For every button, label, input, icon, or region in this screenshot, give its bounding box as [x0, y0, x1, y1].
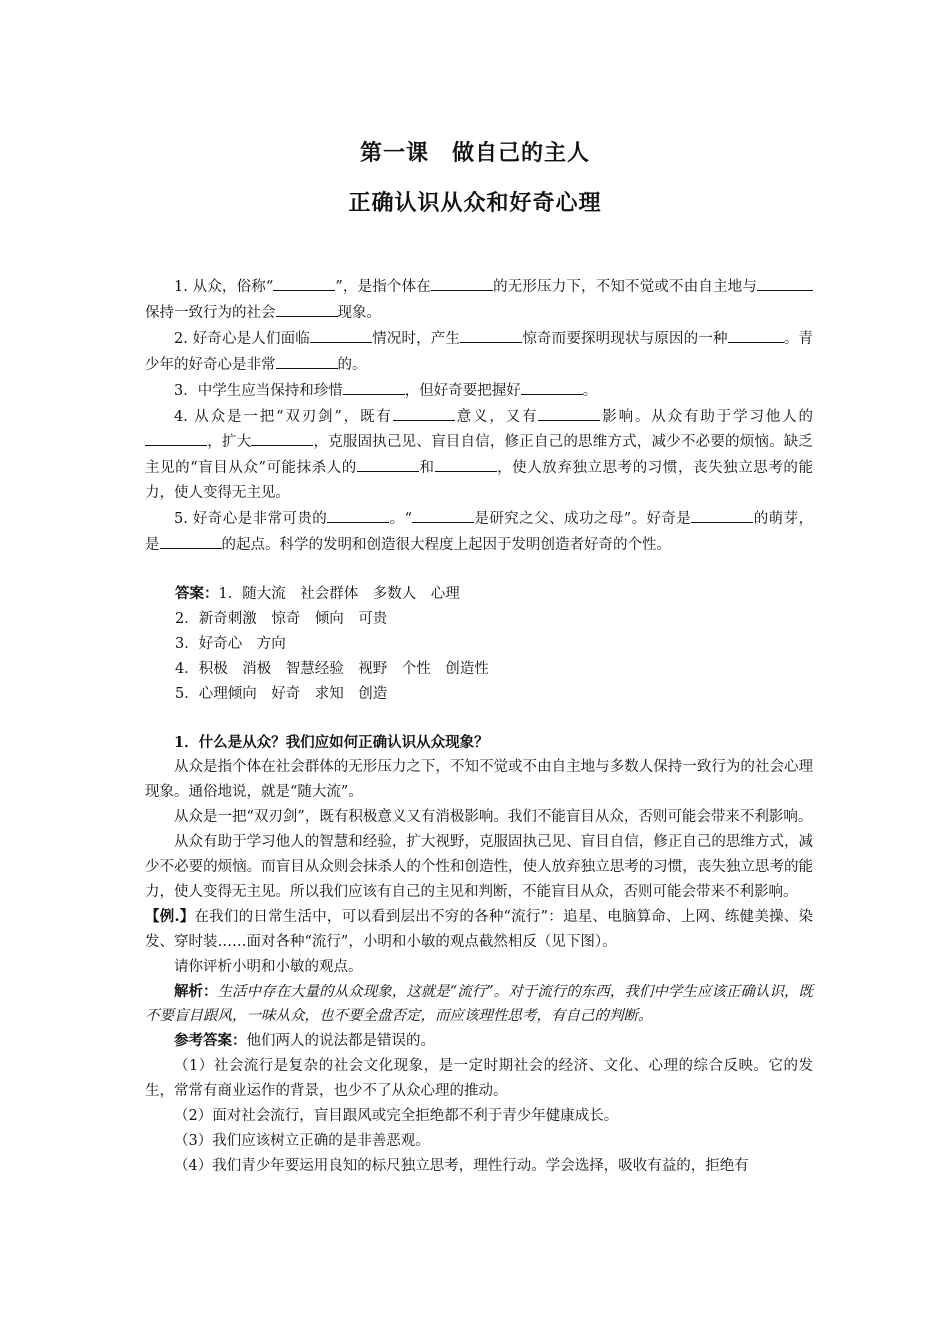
lesson-title: 第一课 做自己的主人	[359, 141, 590, 166]
section-question: 1．什么是从众？我们应如何正确认识从众现象？	[174, 733, 489, 751]
answer-blank[interactable]	[435, 455, 497, 472]
answer-blank[interactable]	[393, 404, 455, 421]
answers-line-3: 3．好奇心 方向	[175, 635, 286, 652]
document-body	[145, 274, 813, 1179]
reference-answer: 参考答案：他们两人的说法都是错误的。	[174, 1032, 435, 1050]
answer-blank[interactable]	[273, 274, 335, 291]
section-paragraph: 从众是一把“双刃剑”，既有积极意义又有消极影响。我们不能盲目从众，否则可能会带来不利影响。	[174, 809, 813, 826]
spacer	[145, 707, 813, 731]
answer-blank[interactable]	[251, 429, 313, 446]
answer-blank[interactable]	[160, 532, 222, 549]
blank-item-5: 5. 好奇心是非常可贵的 。“ 是研究之父、成功之母”。好奇是 的萌芽，是 的起点。科学的发明和创造很大程度上起因于发明创造者好奇的个性。	[145, 506, 813, 558]
example-prompt: 请你评析小明和小敏的观点。	[174, 958, 363, 975]
answer-blank[interactable]	[521, 378, 583, 395]
answer-point: （3）我们应该树立正确的是非善恶观。	[174, 1133, 430, 1149]
spacer	[145, 558, 813, 582]
blank-item-2: 2. 好奇心是人们面临 情况时，产生 惊奇而要探明现状与原因的一种 。青少年的好奇心是非常 的。	[145, 326, 813, 378]
answers-line-4: 4．积极 消极 智慧经验 视野 个性 创造性	[175, 660, 489, 677]
answer-blank[interactable]	[276, 300, 338, 317]
answer-blank[interactable]	[276, 352, 338, 369]
answer-blank[interactable]	[327, 506, 389, 523]
answer-blank[interactable]	[431, 274, 493, 291]
answers-line-2: 2．新奇刺激 惊奇 倾向 可贵	[175, 610, 388, 627]
answers-line-5: 5．心理倾向 好奇 求知 创造	[175, 685, 388, 702]
section-paragraph: 从众是指个体在社会群体的无形压力之下，不知不觉或不由自主地与多数人保持一致行为的社会心理现象。通俗地说，就是“随大流”。	[145, 759, 813, 801]
answer-blank[interactable]	[691, 506, 753, 523]
analysis-label: 解析：	[174, 982, 218, 1000]
answers-line-1: 答案：1．随大流 社会群体 多数人 心理	[175, 584, 460, 602]
section-paragraph: 从众有助于学习他人的智慧和经验，扩大视野，克服固执己见、盲目自信，修正自己的思维方式，减少不必要的烦恼。而盲目从众则会抹杀人的个性和创造性，使人放弃独立思考的习惯，丧失独立思考的能力，使人变得无主见。所以我们应该有自己的主见和判断，不能盲目从众，否则可能会带来不利影响。	[145, 834, 813, 900]
reference-answer-label: 参考答案：	[174, 1032, 247, 1050]
answer-blank[interactable]	[538, 404, 600, 421]
answer-blank[interactable]	[728, 326, 784, 343]
answer-blank[interactable]	[757, 274, 813, 291]
answer-blank[interactable]	[145, 429, 207, 446]
answer-blank[interactable]	[343, 378, 405, 395]
answer-point: （4）我们青少年要运用良知的标尺独立思考，理性行动。学会选择，吸收有益的，拒绝有	[174, 1157, 749, 1174]
answer-point: （2）面对社会流行，盲目跟风或完全拒绝都不利于青少年健康成长。	[174, 1108, 619, 1125]
example-label: 【例.】	[145, 907, 195, 925]
answer-blank[interactable]	[310, 326, 372, 343]
blank-item-4: 4. 从众是一把“双刃剑”，既有 意义，又有 影响。从众有助于学习他人的，扩大 ，克服固执己见、盲目自信，修正自己的思维方式，减少不必要的烦恼。缺乏主见的“盲目从众”可能抹杀人的 和 ，使人放弃独立思考的习惯，丧失独立思考的能力，使人变得无主见。	[145, 404, 813, 507]
blank-item-3: 3．中学生应当保持和珍惜 ，但好奇要把握好 。	[145, 378, 813, 404]
lesson-subtitle: 正确认识从众和好奇心理	[348, 191, 602, 216]
answer-blank[interactable]	[357, 455, 419, 472]
blank-item-1: 1. 从众，俗称“ ”，是指个体在 的无形压力下，不知不觉或不由自主地与保持一致行为的社会 现象。	[145, 274, 813, 326]
answer-point: （1）社会流行是复杂的社会文化现象，是一定时期社会的经济、文化、心理的综合反映。它的发生，常常有商业运作的背景，也少不了从众心理的推动。	[145, 1058, 813, 1100]
example-paragraph: 【例.】在我们的日常生活中，可以看到层出不穷的各种“流行”：追星、电脑算命、上网、练健美操、染发、穿时装……面对各种“流行”，小明和小敏的观点截然相反（见下图）。	[145, 907, 813, 950]
answers-label: 答案：	[175, 584, 219, 602]
answer-blank[interactable]	[412, 506, 474, 523]
analysis-paragraph: 解析：生活中存在大量的从众现象，这就是“流行”。对于流行的东西，我们中学生应该正确认识，既不要盲目跟风，一味从众，也不要全盘否定，而应该理性思考，有自己的判断。	[145, 982, 813, 1025]
answer-blank[interactable]	[460, 326, 522, 343]
